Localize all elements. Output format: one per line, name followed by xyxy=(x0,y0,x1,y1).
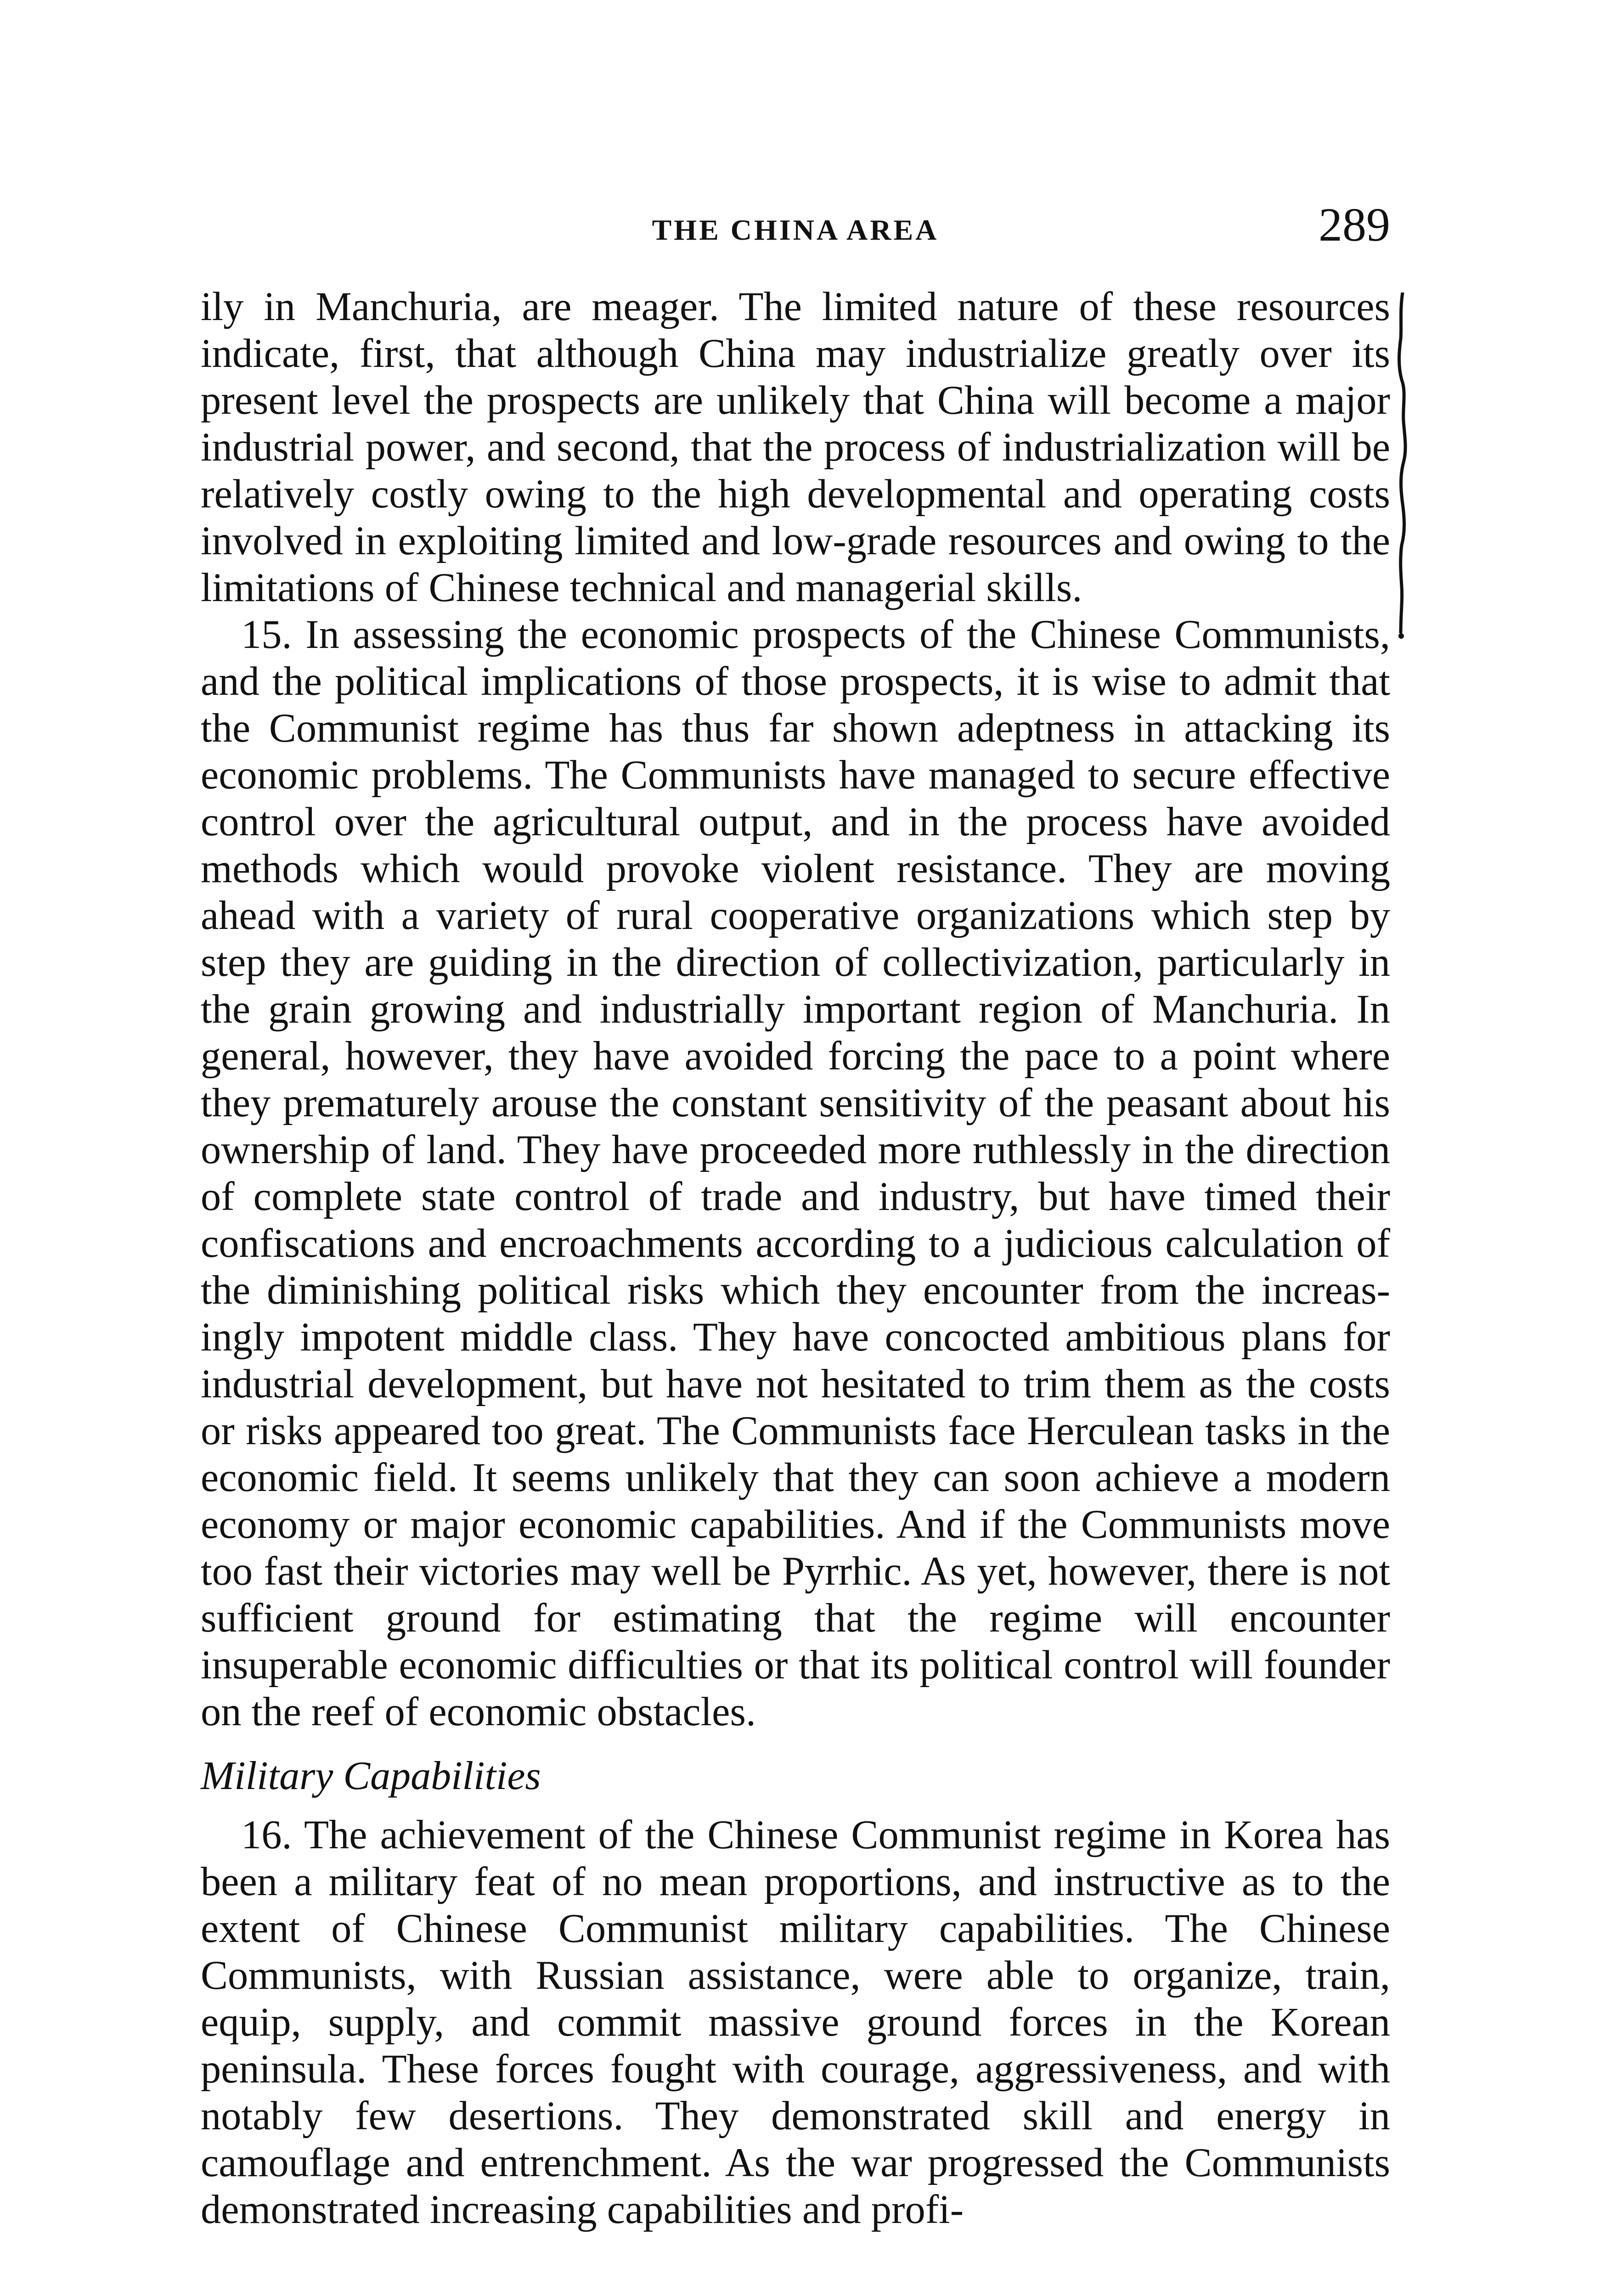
paragraph-15: 15. In assessing the economic prospects of the Chinese Communists, and the political implications of those prospects, it is wise to admit that the Communist regime has thus far shown adeptness in attacking its economic problems. The Communists have managed to secure effective control over the agricultural output, and in the process have avoided methods which would provoke violent resistance. They are moving ahead with a variety of rural cooperative organizations which step by step they are guiding in the direction of collectivization, particularly in the grain growing and industrially important region of Manchuria. In general, however, they have avoided forcing the pace to a point where they prematurely arouse the constant sensitivity of the peasant about his ownership of land. They have proceeded more ruthlessly in the direction of complete state control of trade and industry, but have timed their confiscations and encroachments according to a judicious calculation of the diminishing political risks which they encounter from the increasingly impotent middle class. They have concocted ambitious plans for industrial development, but have not hesitated to trim them as the costs or risks appeared too great. The Communists face Herculean tasks in the economic field. It seems unlikely that they can soon achieve a modern economy or major economic capabilities. And if the Communists move too fast their victories may well be Pyrrhic. As yet, however, there is not sufficient ground for estimating that the regime will encounter insuperable economic difficulties or that its political control will founder on the reef of economic obstacles. xyxy=(201,612,1390,1734)
margin-bracket-mark xyxy=(1396,293,1415,642)
section-heading: Military Capabilities xyxy=(201,1754,541,1798)
running-title: THE CHINA AREA xyxy=(652,214,939,246)
paragraph-continued: ily in Manchuria, are meager. The limited nature of these resources indicate, first, that although China may industrialize greatly over its present level the prospects are unlikely that China will become a major industrial power, and second, that the process of industrialization will be relatively costly owing to the high developmental and operating costs involved in exploiting limited and low-grade resources and owing to the limitations of Chinese technical and managerial skills. xyxy=(201,284,1390,610)
page-number: 289 xyxy=(1319,198,1390,251)
running-header xyxy=(201,197,1390,257)
paragraph-16: 16. The achievement of the Chinese Communist regime in Korea has been a military feat of no mean proportions, and instructive as to the extent of Chinese Communist military capabilities. The Chinese Communists, with Russian assistance, were able to organize, train, equip, supply, and commit massive ground forces in the Korean peninsula. These forces fought with courage, aggressiveness, and with notably few desertions. They demonstrated skill and energy in camouflage and entrenchment. As the war progressed the Communists demonstrated increasing capabilities and profi- xyxy=(201,1812,1390,2232)
body-text xyxy=(201,283,1390,2233)
